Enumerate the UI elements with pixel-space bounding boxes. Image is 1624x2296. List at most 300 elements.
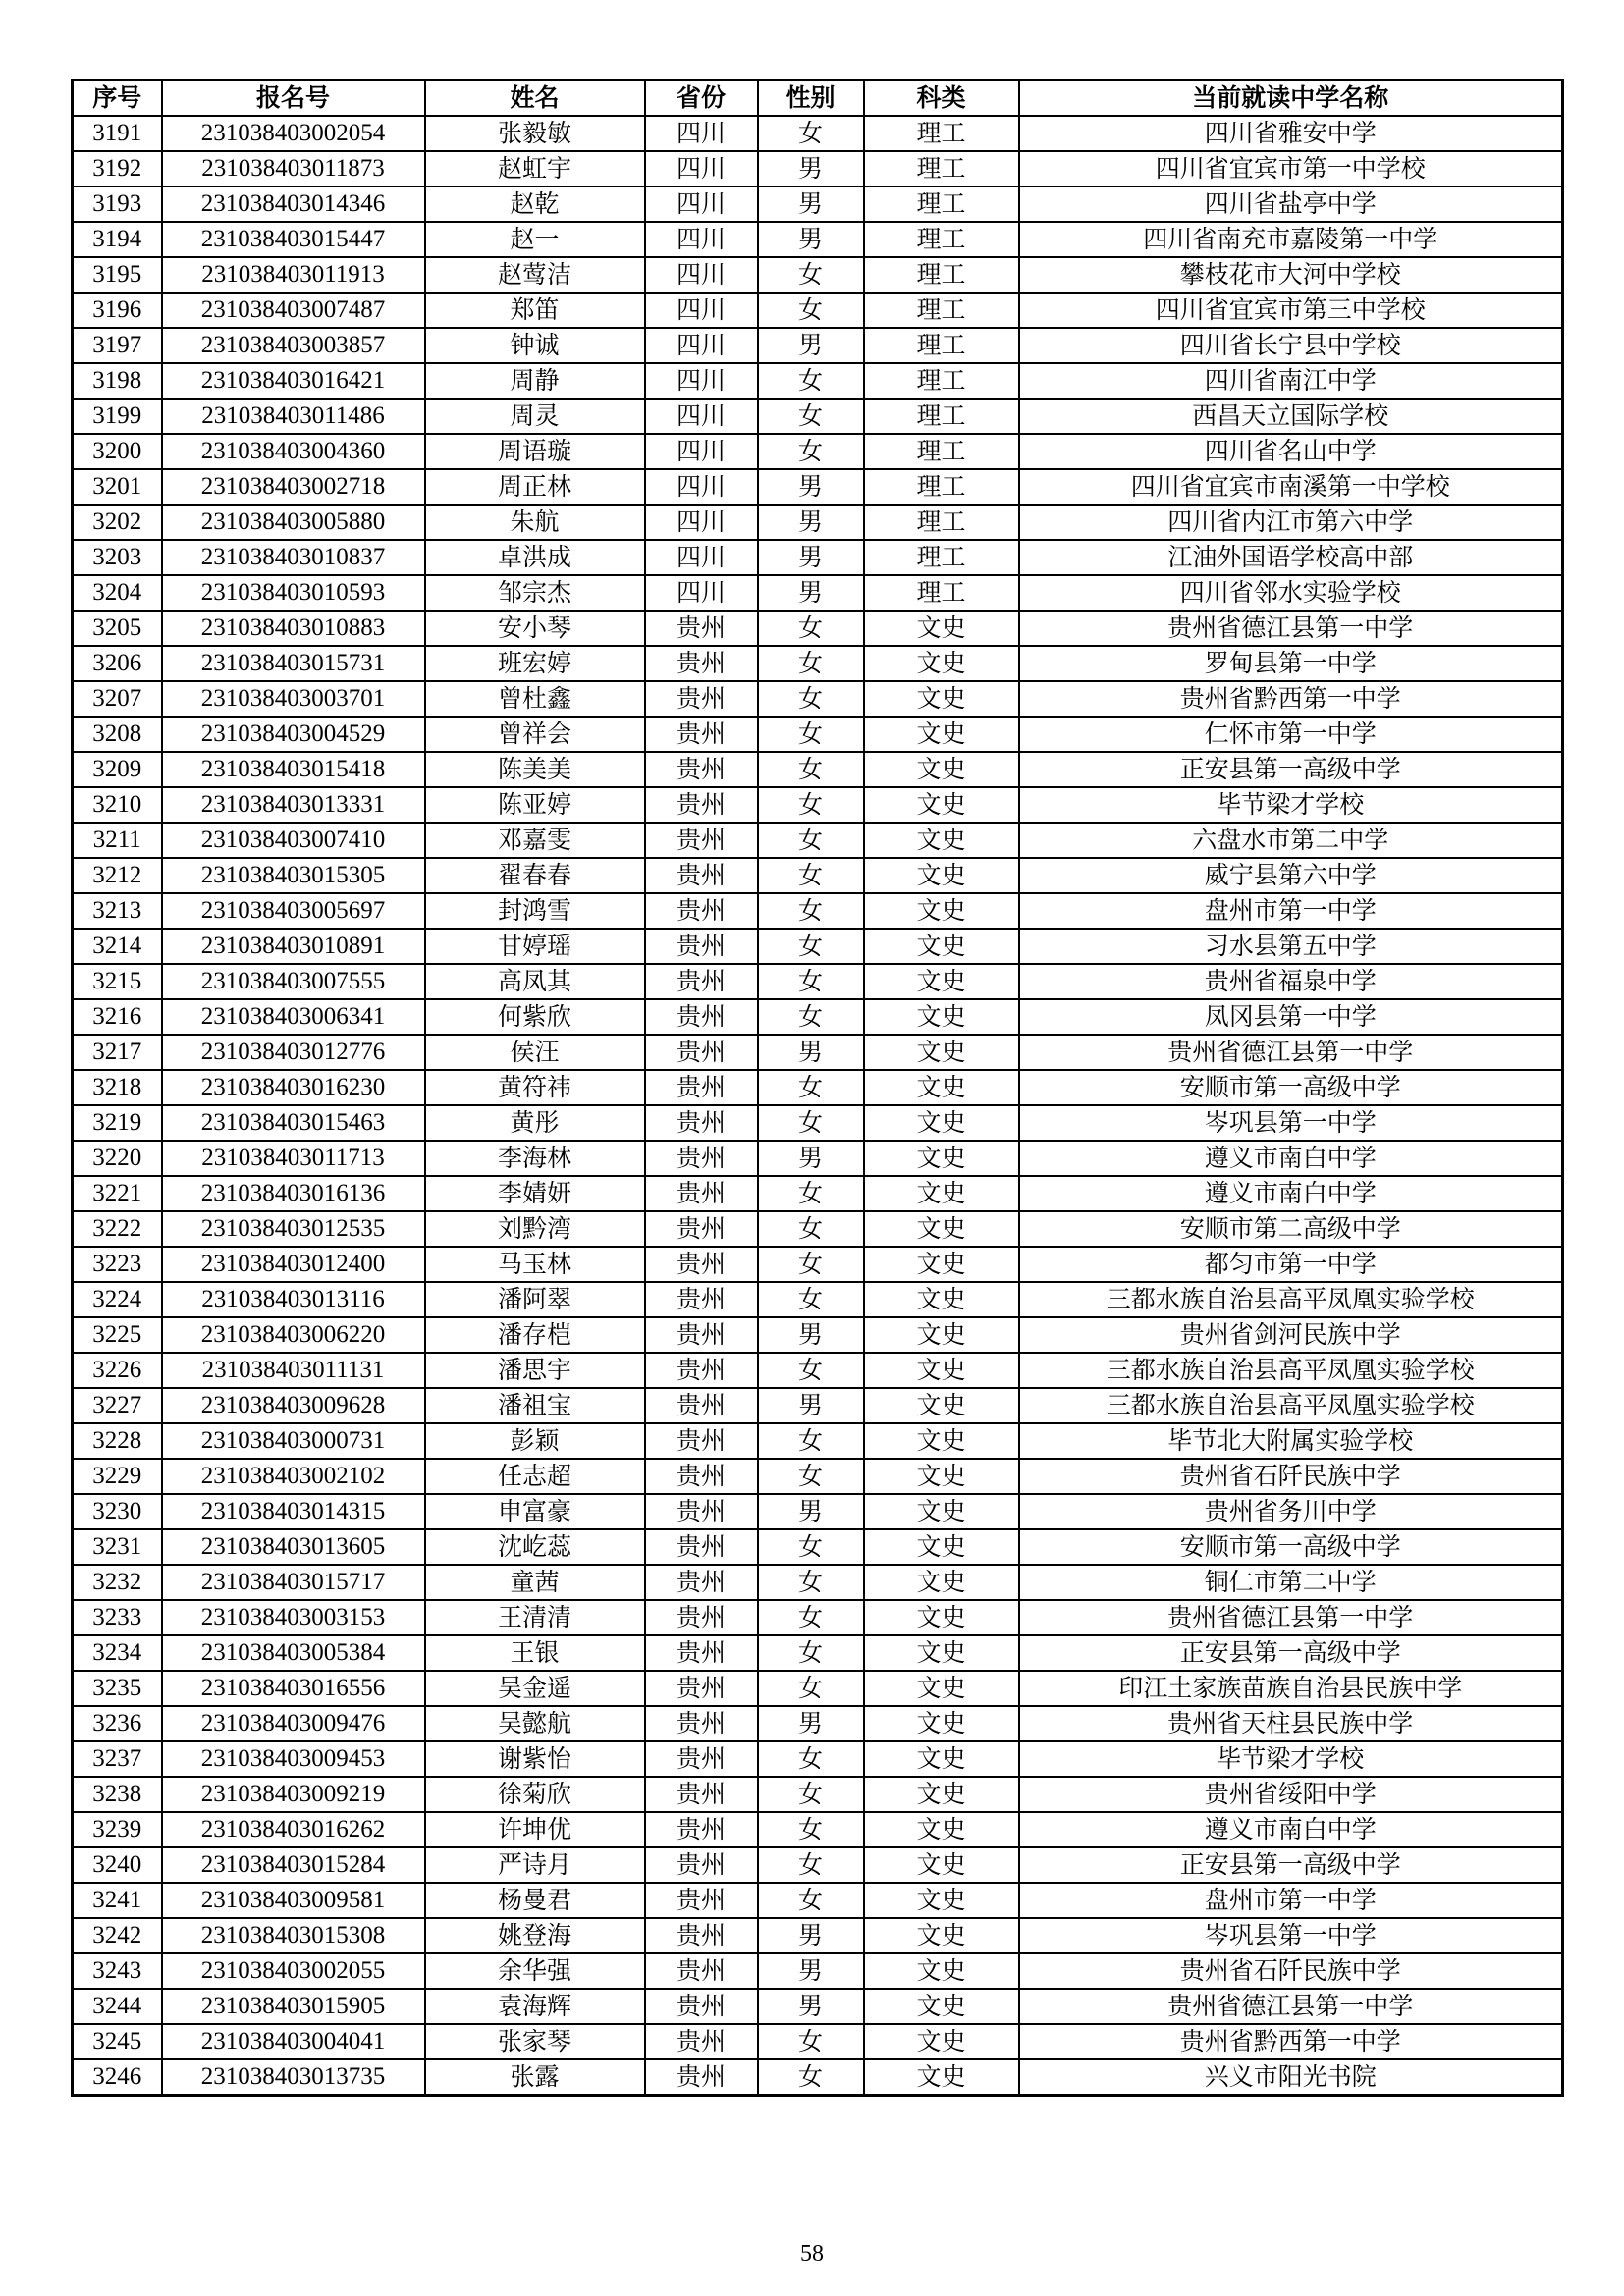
cell-serial-number: 3239 [73,1812,162,1847]
cell-current-school: 贵州省绥阳中学 [1019,1777,1563,1812]
cell-serial-number: 3193 [73,187,162,222]
cell-name: 侯汪 [425,1035,645,1070]
cell-province: 贵州 [645,1706,758,1741]
table-row [73,1812,1563,1847]
cell-current-school: 四川省南充市嘉陵第一中学 [1019,222,1563,257]
cell-serial-number: 3218 [73,1070,162,1105]
cell-registration-number: 231038403007487 [162,293,425,328]
cell-name: 李婧妍 [425,1176,645,1211]
cell-current-school: 四川省长宁县中学校 [1019,328,1563,363]
cell-name: 彭颖 [425,1423,645,1459]
cell-registration-number: 231038403015717 [162,1565,425,1600]
cell-name: 王银 [425,1635,645,1671]
cell-current-school: 江油外国语学校高中部 [1019,540,1563,575]
table-row [73,1282,1563,1317]
header-current-school: 当前就读中学名称 [1019,80,1563,117]
cell-current-school: 贵州省石阡民族中学 [1019,1953,1563,1989]
cell-subject-category: 文史 [864,2059,1019,2096]
cell-gender: 女 [758,1565,864,1600]
cell-province: 贵州 [645,1353,758,1388]
cell-name: 任志超 [425,1459,645,1494]
table-row [73,1989,1563,2024]
cell-current-school: 安顺市第一高级中学 [1019,1070,1563,1105]
cell-registration-number: 231038403010593 [162,575,425,611]
cell-serial-number: 3205 [73,611,162,646]
cell-province: 贵州 [645,823,758,858]
cell-registration-number: 231038403016230 [162,1070,425,1105]
cell-gender: 女 [758,293,864,328]
cell-current-school: 安顺市第二高级中学 [1019,1211,1563,1247]
cell-current-school: 正安县第一高级中学 [1019,1635,1563,1671]
cell-current-school: 铜仁市第二中学 [1019,1565,1563,1600]
cell-subject-category: 理工 [864,116,1019,151]
cell-current-school: 正安县第一高级中学 [1019,752,1563,787]
table-row [73,116,1563,151]
cell-current-school: 贵州省福泉中学 [1019,964,1563,999]
cell-province: 贵州 [645,964,758,999]
cell-gender: 女 [758,1211,864,1247]
cell-province: 贵州 [645,752,758,787]
cell-name: 吴懿航 [425,1706,645,1741]
cell-gender: 男 [758,1989,864,2024]
cell-registration-number: 231038403006220 [162,1317,425,1353]
cell-name: 陈亚婷 [425,787,645,823]
table-row [73,1035,1563,1070]
cell-serial-number: 3228 [73,1423,162,1459]
cell-name: 吴金遥 [425,1671,645,1706]
cell-subject-category: 理工 [864,540,1019,575]
cell-province: 四川 [645,575,758,611]
cell-subject-category: 文史 [864,1141,1019,1176]
cell-subject-category: 文史 [864,1635,1019,1671]
cell-subject-category: 文史 [864,999,1019,1035]
cell-name: 童茜 [425,1565,645,1600]
table-row [73,1847,1563,1883]
cell-subject-category: 文史 [864,1247,1019,1282]
cell-current-school: 毕节北大附属实验学校 [1019,1423,1563,1459]
cell-subject-category: 文史 [864,1671,1019,1706]
cell-gender: 女 [758,1635,864,1671]
cell-subject-category: 文史 [864,893,1019,929]
cell-subject-category: 文史 [864,1989,1019,2024]
table-row [73,1706,1563,1741]
cell-name: 安小琴 [425,611,645,646]
cell-gender: 男 [758,151,864,187]
cell-serial-number: 3222 [73,1211,162,1247]
table-row [73,1141,1563,1176]
table-row [73,1883,1563,1918]
cell-current-school: 凤冈县第一中学 [1019,999,1563,1035]
cell-name: 周语璇 [425,434,645,469]
cell-subject-category: 文史 [864,823,1019,858]
cell-gender: 男 [758,1141,864,1176]
table-row [73,611,1563,646]
cell-subject-category: 理工 [864,257,1019,293]
cell-province: 贵州 [645,1989,758,2024]
cell-current-school: 四川省邻水实验学校 [1019,575,1563,611]
cell-serial-number: 3240 [73,1847,162,1883]
cell-province: 贵州 [645,717,758,752]
admission-list-sheet [71,79,1561,2097]
cell-registration-number: 231038403004360 [162,434,425,469]
cell-subject-category: 文史 [864,1070,1019,1105]
cell-name: 赵乾 [425,187,645,222]
table-row [73,999,1563,1035]
cell-registration-number: 231038403011131 [162,1353,425,1388]
table-row [73,646,1563,681]
table-row [73,893,1563,929]
cell-registration-number: 231038403007410 [162,823,425,858]
cell-name: 张家琴 [425,2024,645,2059]
cell-serial-number: 3209 [73,752,162,787]
cell-registration-number: 231038403005697 [162,893,425,929]
cell-gender: 女 [758,1883,864,1918]
cell-subject-category: 文史 [864,1211,1019,1247]
cell-subject-category: 文史 [864,1388,1019,1423]
table-row [73,1494,1563,1529]
cell-name: 潘思宇 [425,1353,645,1388]
cell-gender: 女 [758,823,864,858]
cell-name: 曾杜鑫 [425,681,645,717]
cell-current-school: 贵州省黔西第一中学 [1019,2024,1563,2059]
table-row [73,399,1563,434]
cell-name: 高凤其 [425,964,645,999]
cell-subject-category: 文史 [864,1282,1019,1317]
cell-current-school: 兴义市阳光书院 [1019,2059,1563,2096]
cell-serial-number: 3202 [73,505,162,540]
cell-province: 四川 [645,505,758,540]
cell-province: 贵州 [645,1247,758,1282]
cell-serial-number: 3220 [73,1141,162,1176]
cell-current-school: 西昌天立国际学校 [1019,399,1563,434]
cell-gender: 女 [758,717,864,752]
cell-registration-number: 231038403015284 [162,1847,425,1883]
cell-subject-category: 文史 [864,1953,1019,1989]
cell-subject-category: 文史 [864,681,1019,717]
cell-name: 余华强 [425,1953,645,1989]
cell-registration-number: 231038403000731 [162,1423,425,1459]
cell-current-school: 安顺市第一高级中学 [1019,1529,1563,1565]
cell-gender: 女 [758,434,864,469]
cell-serial-number: 3225 [73,1317,162,1353]
cell-current-school: 威宁县第六中学 [1019,858,1563,893]
cell-gender: 男 [758,1388,864,1423]
cell-name: 邓嘉雯 [425,823,645,858]
cell-gender: 女 [758,999,864,1035]
cell-name: 黄符祎 [425,1070,645,1105]
cell-serial-number: 3198 [73,363,162,399]
cell-registration-number: 231038403013605 [162,1529,425,1565]
cell-subject-category: 文史 [864,1600,1019,1635]
cell-gender: 女 [758,1176,864,1211]
cell-current-school: 贵州省黔西第一中学 [1019,681,1563,717]
table-row [73,222,1563,257]
cell-registration-number: 231038403015418 [162,752,425,787]
cell-name: 徐菊欣 [425,1777,645,1812]
cell-subject-category: 文史 [864,1529,1019,1565]
table-row [73,1635,1563,1671]
cell-subject-category: 理工 [864,575,1019,611]
cell-registration-number: 231038403002054 [162,116,425,151]
cell-serial-number: 3238 [73,1777,162,1812]
cell-subject-category: 理工 [864,151,1019,187]
cell-registration-number: 231038403015905 [162,1989,425,2024]
cell-subject-category: 文史 [864,646,1019,681]
cell-gender: 女 [758,858,864,893]
cell-serial-number: 3200 [73,434,162,469]
cell-gender: 女 [758,363,864,399]
cell-gender: 女 [758,893,864,929]
cell-province: 贵州 [645,2024,758,2059]
cell-gender: 男 [758,1494,864,1529]
cell-registration-number: 231038403005880 [162,505,425,540]
cell-subject-category: 文史 [864,2024,1019,2059]
cell-registration-number: 231038403016556 [162,1671,425,1706]
cell-gender: 男 [758,1035,864,1070]
table-row [73,469,1563,505]
page-number: 58 [800,2241,824,2267]
cell-province: 贵州 [645,1070,758,1105]
cell-serial-number: 3206 [73,646,162,681]
cell-current-school: 四川省宜宾市第三中学校 [1019,293,1563,328]
cell-province: 贵州 [645,1211,758,1247]
cell-serial-number: 3210 [73,787,162,823]
cell-serial-number: 3219 [73,1105,162,1141]
cell-subject-category: 文史 [864,1565,1019,1600]
cell-province: 贵州 [645,1953,758,1989]
cell-province: 贵州 [645,1035,758,1070]
cell-province: 贵州 [645,2059,758,2096]
cell-registration-number: 231038403009453 [162,1741,425,1777]
cell-subject-category: 文史 [864,1777,1019,1812]
cell-current-school: 遵义市南白中学 [1019,1812,1563,1847]
cell-registration-number: 231038403015463 [162,1105,425,1141]
cell-current-school: 岑巩县第一中学 [1019,1105,1563,1141]
cell-current-school: 遵义市南白中学 [1019,1141,1563,1176]
cell-name: 邹宗杰 [425,575,645,611]
cell-province: 贵州 [645,787,758,823]
cell-gender: 女 [758,1282,864,1317]
cell-name: 甘婷瑶 [425,929,645,964]
cell-current-school: 仁怀市第一中学 [1019,717,1563,752]
cell-province: 贵州 [645,1282,758,1317]
cell-registration-number: 231038403004529 [162,717,425,752]
cell-registration-number: 231038403009581 [162,1883,425,1918]
table-row [73,1247,1563,1282]
cell-subject-category: 文史 [864,1706,1019,1741]
header-province: 省份 [645,80,758,117]
cell-current-school: 贵州省剑河民族中学 [1019,1317,1563,1353]
table-row [73,1211,1563,1247]
cell-registration-number: 231038403012535 [162,1211,425,1247]
cell-gender: 男 [758,1706,864,1741]
cell-gender: 女 [758,1812,864,1847]
cell-subject-category: 文史 [864,1847,1019,1883]
cell-serial-number: 3231 [73,1529,162,1565]
cell-subject-category: 理工 [864,187,1019,222]
cell-gender: 女 [758,399,864,434]
cell-serial-number: 3199 [73,399,162,434]
table-row [73,1529,1563,1565]
cell-name: 曾祥会 [425,717,645,752]
cell-name: 杨曼君 [425,1883,645,1918]
cell-subject-category: 理工 [864,469,1019,505]
cell-registration-number: 231038403016421 [162,363,425,399]
table-row [73,1777,1563,1812]
cell-province: 贵州 [645,1812,758,1847]
table-row [73,257,1563,293]
cell-registration-number: 231038403010883 [162,611,425,646]
table-row [73,1459,1563,1494]
cell-province: 贵州 [645,929,758,964]
cell-name: 赵虹宇 [425,151,645,187]
cell-province: 贵州 [645,1529,758,1565]
cell-name: 潘存桤 [425,1317,645,1353]
cell-name: 赵莺洁 [425,257,645,293]
cell-registration-number: 231038403002055 [162,1953,425,1989]
cell-gender: 女 [758,929,864,964]
cell-serial-number: 3217 [73,1035,162,1070]
cell-gender: 女 [758,2024,864,2059]
cell-subject-category: 文史 [864,1105,1019,1141]
cell-province: 四川 [645,469,758,505]
cell-gender: 女 [758,752,864,787]
cell-gender: 女 [758,2059,864,2096]
cell-name: 陈美美 [425,752,645,787]
cell-subject-category: 文史 [864,1494,1019,1529]
cell-serial-number: 3229 [73,1459,162,1494]
table-row [73,1070,1563,1105]
table-row [73,575,1563,611]
cell-current-school: 罗甸县第一中学 [1019,646,1563,681]
cell-name: 钟诚 [425,328,645,363]
cell-gender: 男 [758,1918,864,1953]
cell-serial-number: 3243 [73,1953,162,1989]
cell-current-school: 三都水族自治县高平凤凰实验学校 [1019,1282,1563,1317]
cell-province: 贵州 [645,1423,758,1459]
cell-name: 张毅敏 [425,116,645,151]
cell-gender: 男 [758,1953,864,1989]
cell-gender: 女 [758,1353,864,1388]
cell-subject-category: 文史 [864,1741,1019,1777]
header-registration-number: 报名号 [162,80,425,117]
table-row [73,1565,1563,1600]
cell-subject-category: 文史 [864,1883,1019,1918]
cell-name: 袁海辉 [425,1989,645,2024]
table-row [73,823,1563,858]
cell-serial-number: 3230 [73,1494,162,1529]
cell-current-school: 六盘水市第二中学 [1019,823,1563,858]
cell-province: 贵州 [645,1176,758,1211]
cell-current-school: 四川省南江中学 [1019,363,1563,399]
cell-name: 黄彤 [425,1105,645,1141]
cell-subject-category: 文史 [864,1176,1019,1211]
header-name: 姓名 [425,80,645,117]
cell-subject-category: 理工 [864,328,1019,363]
table-row [73,187,1563,222]
cell-current-school: 攀枝花市大河中学校 [1019,257,1563,293]
cell-province: 贵州 [645,1671,758,1706]
cell-name: 何紫欣 [425,999,645,1035]
cell-registration-number: 231038403013331 [162,787,425,823]
cell-gender: 女 [758,1671,864,1706]
cell-gender: 男 [758,575,864,611]
cell-serial-number: 3224 [73,1282,162,1317]
cell-subject-category: 文史 [864,752,1019,787]
cell-gender: 女 [758,1600,864,1635]
cell-serial-number: 3244 [73,1989,162,2024]
cell-gender: 女 [758,116,864,151]
cell-registration-number: 231038403004041 [162,2024,425,2059]
cell-serial-number: 3246 [73,2059,162,2096]
cell-name: 卓洪成 [425,540,645,575]
cell-serial-number: 3242 [73,1918,162,1953]
cell-province: 贵州 [645,1317,758,1353]
cell-subject-category: 文史 [864,1317,1019,1353]
cell-name: 封鸿雪 [425,893,645,929]
cell-registration-number: 231038403013735 [162,2059,425,2096]
cell-registration-number: 231038403010891 [162,929,425,964]
cell-subject-category: 文史 [864,1353,1019,1388]
cell-province: 四川 [645,399,758,434]
cell-serial-number: 3196 [73,293,162,328]
table-row [73,1918,1563,1953]
cell-name: 潘祖宝 [425,1388,645,1423]
cell-province: 贵州 [645,611,758,646]
cell-gender: 男 [758,1317,864,1353]
cell-serial-number: 3227 [73,1388,162,1423]
cell-subject-category: 理工 [864,434,1019,469]
cell-registration-number: 231038403009219 [162,1777,425,1812]
cell-name: 刘黔湾 [425,1211,645,1247]
cell-serial-number: 3201 [73,469,162,505]
cell-serial-number: 3192 [73,151,162,187]
cell-registration-number: 231038403015308 [162,1918,425,1953]
cell-serial-number: 3211 [73,823,162,858]
table-row [73,964,1563,999]
cell-name: 郑笛 [425,293,645,328]
cell-subject-category: 文史 [864,717,1019,752]
cell-province: 贵州 [645,1918,758,1953]
cell-current-school: 贵州省德江县第一中学 [1019,1989,1563,2024]
cell-gender: 男 [758,222,864,257]
table-row [73,1423,1563,1459]
cell-current-school: 印江土家族苗族自治县民族中学 [1019,1671,1563,1706]
cell-province: 贵州 [645,646,758,681]
cell-current-school: 盘州市第一中学 [1019,1883,1563,1918]
cell-registration-number: 231038403016136 [162,1176,425,1211]
cell-current-school: 四川省宜宾市南溪第一中学校 [1019,469,1563,505]
table-row [73,293,1563,328]
cell-current-school: 贵州省德江县第一中学 [1019,611,1563,646]
cell-registration-number: 231038403002718 [162,469,425,505]
cell-serial-number: 3226 [73,1353,162,1388]
cell-serial-number: 3204 [73,575,162,611]
cell-gender: 男 [758,505,864,540]
cell-serial-number: 3212 [73,858,162,893]
cell-current-school: 盘州市第一中学 [1019,893,1563,929]
cell-current-school: 都匀市第一中学 [1019,1247,1563,1282]
cell-serial-number: 3207 [73,681,162,717]
table-row [73,787,1563,823]
table-row [73,717,1563,752]
cell-province: 四川 [645,187,758,222]
table-row [73,2024,1563,2059]
cell-serial-number: 3213 [73,893,162,929]
cell-current-school: 四川省宜宾市第一中学校 [1019,151,1563,187]
cell-gender: 女 [758,1423,864,1459]
cell-current-school: 贵州省德江县第一中学 [1019,1600,1563,1635]
